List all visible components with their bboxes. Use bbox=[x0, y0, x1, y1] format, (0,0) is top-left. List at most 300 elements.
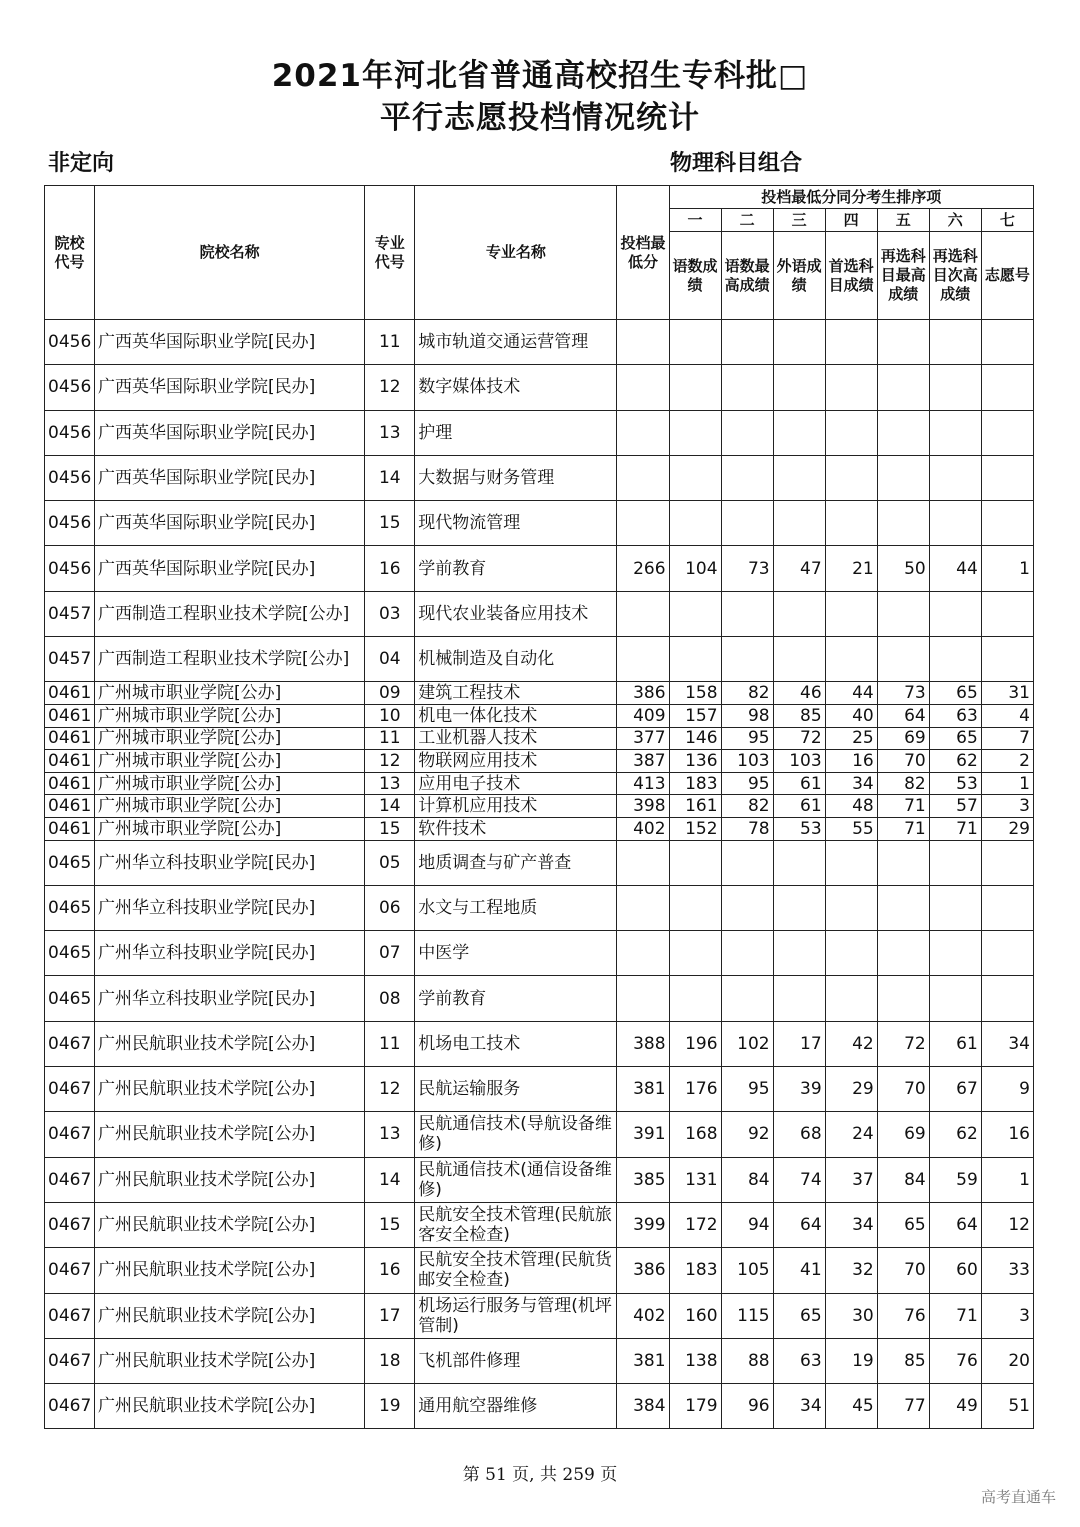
header-school-code: 院校代号 bbox=[45, 186, 95, 320]
major-name-cell: 中医学 bbox=[415, 931, 617, 976]
tiebreak-value-5-cell: 72 bbox=[877, 1021, 929, 1066]
school-code-cell: 0467 bbox=[45, 1293, 95, 1338]
tiebreak-value-1-cell bbox=[669, 885, 721, 930]
tiebreak-value-2-cell bbox=[721, 885, 773, 930]
school-code-cell: 0461 bbox=[45, 817, 95, 840]
tiebreak-value-6-cell: 64 bbox=[929, 1202, 981, 1247]
tiebreak-value-7-cell: 31 bbox=[981, 682, 1033, 705]
tiebreak-value-3-cell bbox=[773, 885, 825, 930]
school-name-cell: 广西制造工程职业技术学院[公办] bbox=[95, 591, 365, 636]
tiebreak-value-2-cell: 105 bbox=[721, 1248, 773, 1293]
tiebreak-value-2-cell: 95 bbox=[721, 772, 773, 795]
school-code-cell: 0467 bbox=[45, 1021, 95, 1066]
school-code-cell: 0461 bbox=[45, 750, 95, 773]
major-name-cell: 民航运输服务 bbox=[415, 1067, 617, 1112]
tiebreak-value-4-cell bbox=[825, 591, 877, 636]
table-row bbox=[45, 772, 1034, 795]
tiebreak-value-3-cell: 61 bbox=[773, 795, 825, 818]
tiebreak-value-7-cell bbox=[981, 410, 1033, 455]
header-rank-4: 四 bbox=[825, 209, 877, 232]
tiebreak-value-5-cell bbox=[877, 931, 929, 976]
tiebreak-value-2-cell: 92 bbox=[721, 1112, 773, 1157]
tiebreak-value-6-cell: 71 bbox=[929, 817, 981, 840]
table-row bbox=[45, 817, 1034, 840]
major-code-cell: 19 bbox=[365, 1384, 415, 1429]
major-name-cell: 应用电子技术 bbox=[415, 772, 617, 795]
min-score-cell: 266 bbox=[617, 546, 669, 591]
min-score-cell: 386 bbox=[617, 682, 669, 705]
tiebreak-value-2-cell: 82 bbox=[721, 682, 773, 705]
header-criterion-3: 外语成绩 bbox=[773, 232, 825, 320]
document-title-line1: 2021年河北省普通高校招生专科批□ bbox=[271, 58, 809, 94]
tiebreak-value-6-cell bbox=[929, 976, 981, 1021]
min-score-cell bbox=[617, 455, 669, 500]
min-score-cell bbox=[617, 501, 669, 546]
tiebreak-value-3-cell: 47 bbox=[773, 546, 825, 591]
tiebreak-value-3-cell: 65 bbox=[773, 1293, 825, 1338]
school-name-cell: 广西英华国际职业学院[民办] bbox=[95, 455, 365, 500]
major-name-cell: 通用航空器维修 bbox=[415, 1384, 617, 1429]
major-name-cell: 计算机应用技术 bbox=[415, 795, 617, 818]
tiebreak-value-5-cell: 85 bbox=[877, 1338, 929, 1383]
tiebreak-value-2-cell: 94 bbox=[721, 1202, 773, 1247]
min-score-cell bbox=[617, 410, 669, 455]
tiebreak-value-3-cell: 53 bbox=[773, 817, 825, 840]
tiebreak-value-7-cell: 1 bbox=[981, 772, 1033, 795]
tiebreak-value-5-cell: 65 bbox=[877, 1202, 929, 1247]
tiebreak-value-7-cell bbox=[981, 840, 1033, 885]
tiebreak-value-6-cell bbox=[929, 320, 981, 365]
tiebreak-value-1-cell bbox=[669, 840, 721, 885]
tiebreak-value-7-cell: 29 bbox=[981, 817, 1033, 840]
school-code-cell: 0461 bbox=[45, 704, 95, 727]
major-code-cell: 16 bbox=[365, 546, 415, 591]
table-row bbox=[45, 1248, 1034, 1293]
major-code-cell: 12 bbox=[365, 365, 415, 410]
table-row bbox=[45, 727, 1034, 750]
tiebreak-value-1-cell: 152 bbox=[669, 817, 721, 840]
tiebreak-value-4-cell bbox=[825, 840, 877, 885]
min-score-cell: 402 bbox=[617, 1293, 669, 1338]
table-row bbox=[45, 1338, 1034, 1383]
school-name-cell: 广西英华国际职业学院[民办] bbox=[95, 546, 365, 591]
tiebreak-value-2-cell bbox=[721, 591, 773, 636]
page-footer: 第 51 页, 共 259 页 bbox=[462, 1465, 618, 1485]
tiebreak-value-6-cell bbox=[929, 840, 981, 885]
min-score-cell: 387 bbox=[617, 750, 669, 773]
major-code-cell: 14 bbox=[365, 455, 415, 500]
tiebreak-value-6-cell: 44 bbox=[929, 546, 981, 591]
min-score-cell: 388 bbox=[617, 1021, 669, 1066]
major-code-cell: 06 bbox=[365, 885, 415, 930]
tiebreak-value-5-cell bbox=[877, 410, 929, 455]
school-name-cell: 广西英华国际职业学院[民办] bbox=[95, 365, 365, 410]
tiebreak-value-4-cell bbox=[825, 320, 877, 365]
min-score-cell bbox=[617, 637, 669, 682]
table-row bbox=[45, 455, 1034, 500]
tiebreak-value-7-cell: 9 bbox=[981, 1067, 1033, 1112]
major-name-cell: 护理 bbox=[415, 410, 617, 455]
tiebreak-value-3-cell: 85 bbox=[773, 704, 825, 727]
subject-combination-label: 物理科目组合 bbox=[670, 151, 803, 176]
table-row bbox=[45, 637, 1034, 682]
school-name-cell: 广州民航职业技术学院[公办] bbox=[95, 1112, 365, 1157]
tiebreak-value-5-cell bbox=[877, 976, 929, 1021]
school-code-cell: 0465 bbox=[45, 885, 95, 930]
tiebreak-value-2-cell bbox=[721, 840, 773, 885]
tiebreak-value-7-cell: 16 bbox=[981, 1112, 1033, 1157]
tiebreak-value-2-cell: 78 bbox=[721, 817, 773, 840]
tiebreak-value-3-cell bbox=[773, 931, 825, 976]
min-score-cell: 402 bbox=[617, 817, 669, 840]
school-code-cell: 0456 bbox=[45, 501, 95, 546]
tiebreak-value-5-cell: 69 bbox=[877, 727, 929, 750]
tiebreak-value-6-cell: 53 bbox=[929, 772, 981, 795]
tiebreak-value-7-cell bbox=[981, 591, 1033, 636]
tiebreak-value-4-cell: 32 bbox=[825, 1248, 877, 1293]
tiebreak-value-1-cell bbox=[669, 976, 721, 1021]
tiebreak-value-6-cell: 49 bbox=[929, 1384, 981, 1429]
tiebreak-value-3-cell: 103 bbox=[773, 750, 825, 773]
tiebreak-value-7-cell: 7 bbox=[981, 727, 1033, 750]
tiebreak-value-1-cell: 179 bbox=[669, 1384, 721, 1429]
header-criterion-2: 语数最高成绩 bbox=[721, 232, 773, 320]
tiebreak-value-3-cell: 61 bbox=[773, 772, 825, 795]
tiebreak-value-3-cell: 74 bbox=[773, 1157, 825, 1202]
tiebreak-value-5-cell bbox=[877, 320, 929, 365]
tiebreak-value-2-cell: 84 bbox=[721, 1157, 773, 1202]
tiebreak-value-4-cell bbox=[825, 976, 877, 1021]
table-row bbox=[45, 795, 1034, 818]
major-code-cell: 18 bbox=[365, 1338, 415, 1383]
tiebreak-value-3-cell: 34 bbox=[773, 1384, 825, 1429]
tiebreak-value-7-cell bbox=[981, 931, 1033, 976]
min-score-cell: 381 bbox=[617, 1338, 669, 1383]
tiebreak-value-5-cell: 84 bbox=[877, 1157, 929, 1202]
tiebreak-value-2-cell: 103 bbox=[721, 750, 773, 773]
tiebreak-value-6-cell bbox=[929, 885, 981, 930]
tiebreak-value-5-cell: 82 bbox=[877, 772, 929, 795]
tiebreak-value-4-cell: 21 bbox=[825, 546, 877, 591]
major-code-cell: 17 bbox=[365, 1293, 415, 1338]
tiebreak-value-7-cell: 34 bbox=[981, 1021, 1033, 1066]
tiebreak-value-7-cell: 3 bbox=[981, 1293, 1033, 1338]
tiebreak-value-1-cell: 131 bbox=[669, 1157, 721, 1202]
major-code-cell: 15 bbox=[365, 1202, 415, 1247]
major-code-cell: 08 bbox=[365, 976, 415, 1021]
tiebreak-value-6-cell: 62 bbox=[929, 750, 981, 773]
tiebreak-value-1-cell: 146 bbox=[669, 727, 721, 750]
header-rank-6: 六 bbox=[929, 209, 981, 232]
tiebreak-value-7-cell bbox=[981, 637, 1033, 682]
tiebreak-value-3-cell bbox=[773, 976, 825, 1021]
tiebreak-value-5-cell: 71 bbox=[877, 795, 929, 818]
major-name-cell: 工业机器人技术 bbox=[415, 727, 617, 750]
tiebreak-value-1-cell: 138 bbox=[669, 1338, 721, 1383]
tiebreak-value-4-cell: 40 bbox=[825, 704, 877, 727]
school-name-cell: 广西英华国际职业学院[民办] bbox=[95, 501, 365, 546]
major-code-cell: 14 bbox=[365, 795, 415, 818]
document-title-line2: 平行志愿投档情况统计 bbox=[380, 100, 700, 136]
tiebreak-value-7-cell bbox=[981, 365, 1033, 410]
tiebreak-value-2-cell bbox=[721, 365, 773, 410]
tiebreak-value-5-cell: 70 bbox=[877, 750, 929, 773]
school-name-cell: 广州民航职业技术学院[公办] bbox=[95, 1248, 365, 1293]
tiebreak-value-6-cell: 59 bbox=[929, 1157, 981, 1202]
school-name-cell: 广州华立科技职业学院[民办] bbox=[95, 976, 365, 1021]
tiebreak-value-5-cell: 73 bbox=[877, 682, 929, 705]
tiebreak-value-6-cell: 71 bbox=[929, 1293, 981, 1338]
school-name-cell: 广州城市职业学院[公办] bbox=[95, 795, 365, 818]
tiebreak-value-4-cell: 37 bbox=[825, 1157, 877, 1202]
major-name-cell: 学前教育 bbox=[415, 976, 617, 1021]
tiebreak-value-6-cell: 63 bbox=[929, 704, 981, 727]
tiebreak-value-4-cell: 55 bbox=[825, 817, 877, 840]
header-criterion-1: 语数成绩 bbox=[669, 232, 721, 320]
table-row bbox=[45, 840, 1034, 885]
school-name-cell: 广西英华国际职业学院[民办] bbox=[95, 320, 365, 365]
min-score-cell: 386 bbox=[617, 1248, 669, 1293]
header-rank-3: 三 bbox=[773, 209, 825, 232]
tiebreak-value-7-cell bbox=[981, 885, 1033, 930]
major-code-cell: 15 bbox=[365, 501, 415, 546]
table-row bbox=[45, 1112, 1034, 1157]
tiebreak-value-1-cell bbox=[669, 501, 721, 546]
tiebreak-value-6-cell: 60 bbox=[929, 1248, 981, 1293]
tiebreak-value-1-cell: 172 bbox=[669, 1202, 721, 1247]
min-score-cell: 384 bbox=[617, 1384, 669, 1429]
tiebreak-value-3-cell: 63 bbox=[773, 1338, 825, 1383]
tiebreak-value-5-cell: 50 bbox=[877, 546, 929, 591]
major-name-cell: 软件技术 bbox=[415, 817, 617, 840]
tiebreak-value-4-cell: 48 bbox=[825, 795, 877, 818]
major-code-cell: 07 bbox=[365, 931, 415, 976]
tiebreak-value-1-cell bbox=[669, 931, 721, 976]
header-min-score: 投档最低分 bbox=[617, 186, 669, 320]
major-code-cell: 04 bbox=[365, 637, 415, 682]
school-code-cell: 0456 bbox=[45, 455, 95, 500]
min-score-cell bbox=[617, 976, 669, 1021]
tiebreak-value-3-cell bbox=[773, 365, 825, 410]
major-name-cell: 机场运行服务与管理(机坪管制) bbox=[415, 1293, 617, 1338]
major-name-cell: 民航通信技术(导航设备维修) bbox=[415, 1112, 617, 1157]
header-major-code: 专业代号 bbox=[365, 186, 415, 320]
table-row bbox=[45, 931, 1034, 976]
tiebreak-value-2-cell: 96 bbox=[721, 1384, 773, 1429]
tiebreak-value-6-cell bbox=[929, 591, 981, 636]
major-name-cell: 现代物流管理 bbox=[415, 501, 617, 546]
school-name-cell: 广州华立科技职业学院[民办] bbox=[95, 840, 365, 885]
table-row bbox=[45, 591, 1034, 636]
tiebreak-value-3-cell bbox=[773, 840, 825, 885]
header-criterion-6: 再选科目次高成绩 bbox=[929, 232, 981, 320]
major-name-cell: 学前教育 bbox=[415, 546, 617, 591]
major-code-cell: 15 bbox=[365, 817, 415, 840]
min-score-cell bbox=[617, 365, 669, 410]
tiebreak-value-1-cell bbox=[669, 591, 721, 636]
tiebreak-value-6-cell: 57 bbox=[929, 795, 981, 818]
school-name-cell: 广西英华国际职业学院[民办] bbox=[95, 410, 365, 455]
min-score-cell bbox=[617, 840, 669, 885]
table-row bbox=[45, 885, 1034, 930]
major-name-cell: 机电一体化技术 bbox=[415, 704, 617, 727]
school-code-cell: 0461 bbox=[45, 772, 95, 795]
tiebreak-value-4-cell bbox=[825, 410, 877, 455]
tiebreak-value-1-cell bbox=[669, 365, 721, 410]
tiebreak-value-2-cell: 115 bbox=[721, 1293, 773, 1338]
table-row bbox=[45, 1202, 1034, 1247]
tiebreak-value-1-cell bbox=[669, 637, 721, 682]
school-name-cell: 广州城市职业学院[公办] bbox=[95, 817, 365, 840]
table-row bbox=[45, 1293, 1034, 1338]
tiebreak-value-1-cell: 158 bbox=[669, 682, 721, 705]
major-name-cell: 水文与工程地质 bbox=[415, 885, 617, 930]
major-code-cell: 11 bbox=[365, 1021, 415, 1066]
tiebreak-value-3-cell: 68 bbox=[773, 1112, 825, 1157]
school-name-cell: 广州民航职业技术学院[公办] bbox=[95, 1157, 365, 1202]
category-label: 非定向 bbox=[48, 151, 115, 176]
school-name-cell: 广州城市职业学院[公办] bbox=[95, 682, 365, 705]
tiebreak-value-3-cell bbox=[773, 320, 825, 365]
tiebreak-value-3-cell: 46 bbox=[773, 682, 825, 705]
major-code-cell: 05 bbox=[365, 840, 415, 885]
tiebreak-value-3-cell bbox=[773, 455, 825, 500]
tiebreak-value-5-cell: 76 bbox=[877, 1293, 929, 1338]
school-name-cell: 广州民航职业技术学院[公办] bbox=[95, 1202, 365, 1247]
major-name-cell: 地质调查与矿产普查 bbox=[415, 840, 617, 885]
min-score-cell: 409 bbox=[617, 704, 669, 727]
tiebreak-value-5-cell: 69 bbox=[877, 1112, 929, 1157]
tiebreak-value-4-cell: 34 bbox=[825, 772, 877, 795]
tiebreak-value-1-cell: 160 bbox=[669, 1293, 721, 1338]
table-row bbox=[45, 501, 1034, 546]
header-school-name: 院校名称 bbox=[95, 186, 365, 320]
major-code-cell: 12 bbox=[365, 1067, 415, 1112]
table-row bbox=[45, 704, 1034, 727]
table-row bbox=[45, 320, 1034, 365]
table-row bbox=[45, 1067, 1034, 1112]
tiebreak-value-3-cell: 41 bbox=[773, 1248, 825, 1293]
watermark: 高考直通车 bbox=[980, 1488, 1056, 1506]
tiebreak-value-2-cell: 102 bbox=[721, 1021, 773, 1066]
min-score-cell bbox=[617, 885, 669, 930]
tiebreak-value-2-cell bbox=[721, 410, 773, 455]
tiebreak-value-5-cell bbox=[877, 501, 929, 546]
major-code-cell: 10 bbox=[365, 704, 415, 727]
min-score-cell: 399 bbox=[617, 1202, 669, 1247]
tiebreak-value-2-cell: 88 bbox=[721, 1338, 773, 1383]
table-row bbox=[45, 546, 1034, 591]
tiebreak-value-1-cell bbox=[669, 410, 721, 455]
major-name-cell: 民航通信技术(通信设备维修) bbox=[415, 1157, 617, 1202]
tiebreak-value-5-cell: 71 bbox=[877, 817, 929, 840]
tiebreak-value-5-cell bbox=[877, 591, 929, 636]
table-row bbox=[45, 365, 1034, 410]
school-code-cell: 0467 bbox=[45, 1248, 95, 1293]
tiebreak-value-7-cell: 33 bbox=[981, 1248, 1033, 1293]
table-row bbox=[45, 682, 1034, 705]
min-score-cell: 398 bbox=[617, 795, 669, 818]
tiebreak-value-4-cell: 45 bbox=[825, 1384, 877, 1429]
tiebreak-value-4-cell: 29 bbox=[825, 1067, 877, 1112]
tiebreak-value-4-cell: 30 bbox=[825, 1293, 877, 1338]
tiebreak-value-7-cell: 3 bbox=[981, 795, 1033, 818]
school-name-cell: 广西制造工程职业技术学院[公办] bbox=[95, 637, 365, 682]
tiebreak-value-6-cell bbox=[929, 365, 981, 410]
tiebreak-value-2-cell bbox=[721, 455, 773, 500]
tiebreak-value-1-cell: 196 bbox=[669, 1021, 721, 1066]
school-name-cell: 广州城市职业学院[公办] bbox=[95, 727, 365, 750]
tiebreak-value-7-cell: 12 bbox=[981, 1202, 1033, 1247]
table-row bbox=[45, 750, 1034, 773]
tiebreak-value-6-cell bbox=[929, 410, 981, 455]
school-name-cell: 广州民航职业技术学院[公办] bbox=[95, 1021, 365, 1066]
admission-table bbox=[44, 185, 1034, 1429]
tiebreak-value-5-cell bbox=[877, 885, 929, 930]
school-code-cell: 0456 bbox=[45, 410, 95, 455]
tiebreak-value-4-cell bbox=[825, 365, 877, 410]
tiebreak-value-2-cell bbox=[721, 931, 773, 976]
tiebreak-value-7-cell: 20 bbox=[981, 1338, 1033, 1383]
tiebreak-value-5-cell: 70 bbox=[877, 1248, 929, 1293]
tiebreak-value-6-cell: 65 bbox=[929, 727, 981, 750]
tiebreak-value-6-cell: 76 bbox=[929, 1338, 981, 1383]
school-name-cell: 广州城市职业学院[公办] bbox=[95, 772, 365, 795]
school-code-cell: 0465 bbox=[45, 840, 95, 885]
tiebreak-value-1-cell: 168 bbox=[669, 1112, 721, 1157]
school-code-cell: 0456 bbox=[45, 546, 95, 591]
major-code-cell: 03 bbox=[365, 591, 415, 636]
school-code-cell: 0467 bbox=[45, 1157, 95, 1202]
header-rank-5: 五 bbox=[877, 209, 929, 232]
tiebreak-value-6-cell: 61 bbox=[929, 1021, 981, 1066]
tiebreak-value-7-cell: 4 bbox=[981, 704, 1033, 727]
major-name-cell: 民航安全技术管理(民航旅客安全检查) bbox=[415, 1202, 617, 1247]
tiebreak-value-2-cell bbox=[721, 501, 773, 546]
major-name-cell: 机场电工技术 bbox=[415, 1021, 617, 1066]
tiebreak-value-2-cell: 73 bbox=[721, 546, 773, 591]
tiebreak-value-1-cell bbox=[669, 320, 721, 365]
min-score-cell: 413 bbox=[617, 772, 669, 795]
major-code-cell: 13 bbox=[365, 1112, 415, 1157]
tiebreak-value-4-cell bbox=[825, 501, 877, 546]
tiebreak-value-1-cell bbox=[669, 455, 721, 500]
tiebreak-value-3-cell bbox=[773, 591, 825, 636]
school-code-cell: 0467 bbox=[45, 1384, 95, 1429]
major-code-cell: 14 bbox=[365, 1157, 415, 1202]
min-score-cell: 385 bbox=[617, 1157, 669, 1202]
school-code-cell: 0465 bbox=[45, 931, 95, 976]
header-tiebreak-group: 投档最低分同分考生排序项 bbox=[669, 186, 1033, 209]
major-code-cell: 16 bbox=[365, 1248, 415, 1293]
tiebreak-value-2-cell bbox=[721, 320, 773, 365]
tiebreak-value-5-cell bbox=[877, 637, 929, 682]
tiebreak-value-7-cell: 1 bbox=[981, 1157, 1033, 1202]
min-score-cell: 381 bbox=[617, 1067, 669, 1112]
tiebreak-value-1-cell: 176 bbox=[669, 1067, 721, 1112]
school-code-cell: 0461 bbox=[45, 682, 95, 705]
school-name-cell: 广州城市职业学院[公办] bbox=[95, 704, 365, 727]
school-code-cell: 0461 bbox=[45, 795, 95, 818]
tiebreak-value-5-cell: 70 bbox=[877, 1067, 929, 1112]
tiebreak-value-3-cell bbox=[773, 410, 825, 455]
tiebreak-value-7-cell: 1 bbox=[981, 546, 1033, 591]
header-rank-2: 二 bbox=[721, 209, 773, 232]
tiebreak-value-2-cell: 98 bbox=[721, 704, 773, 727]
major-name-cell: 物联网应用技术 bbox=[415, 750, 617, 773]
tiebreak-value-5-cell bbox=[877, 365, 929, 410]
header-criterion-5: 再选科目最高成绩 bbox=[877, 232, 929, 320]
